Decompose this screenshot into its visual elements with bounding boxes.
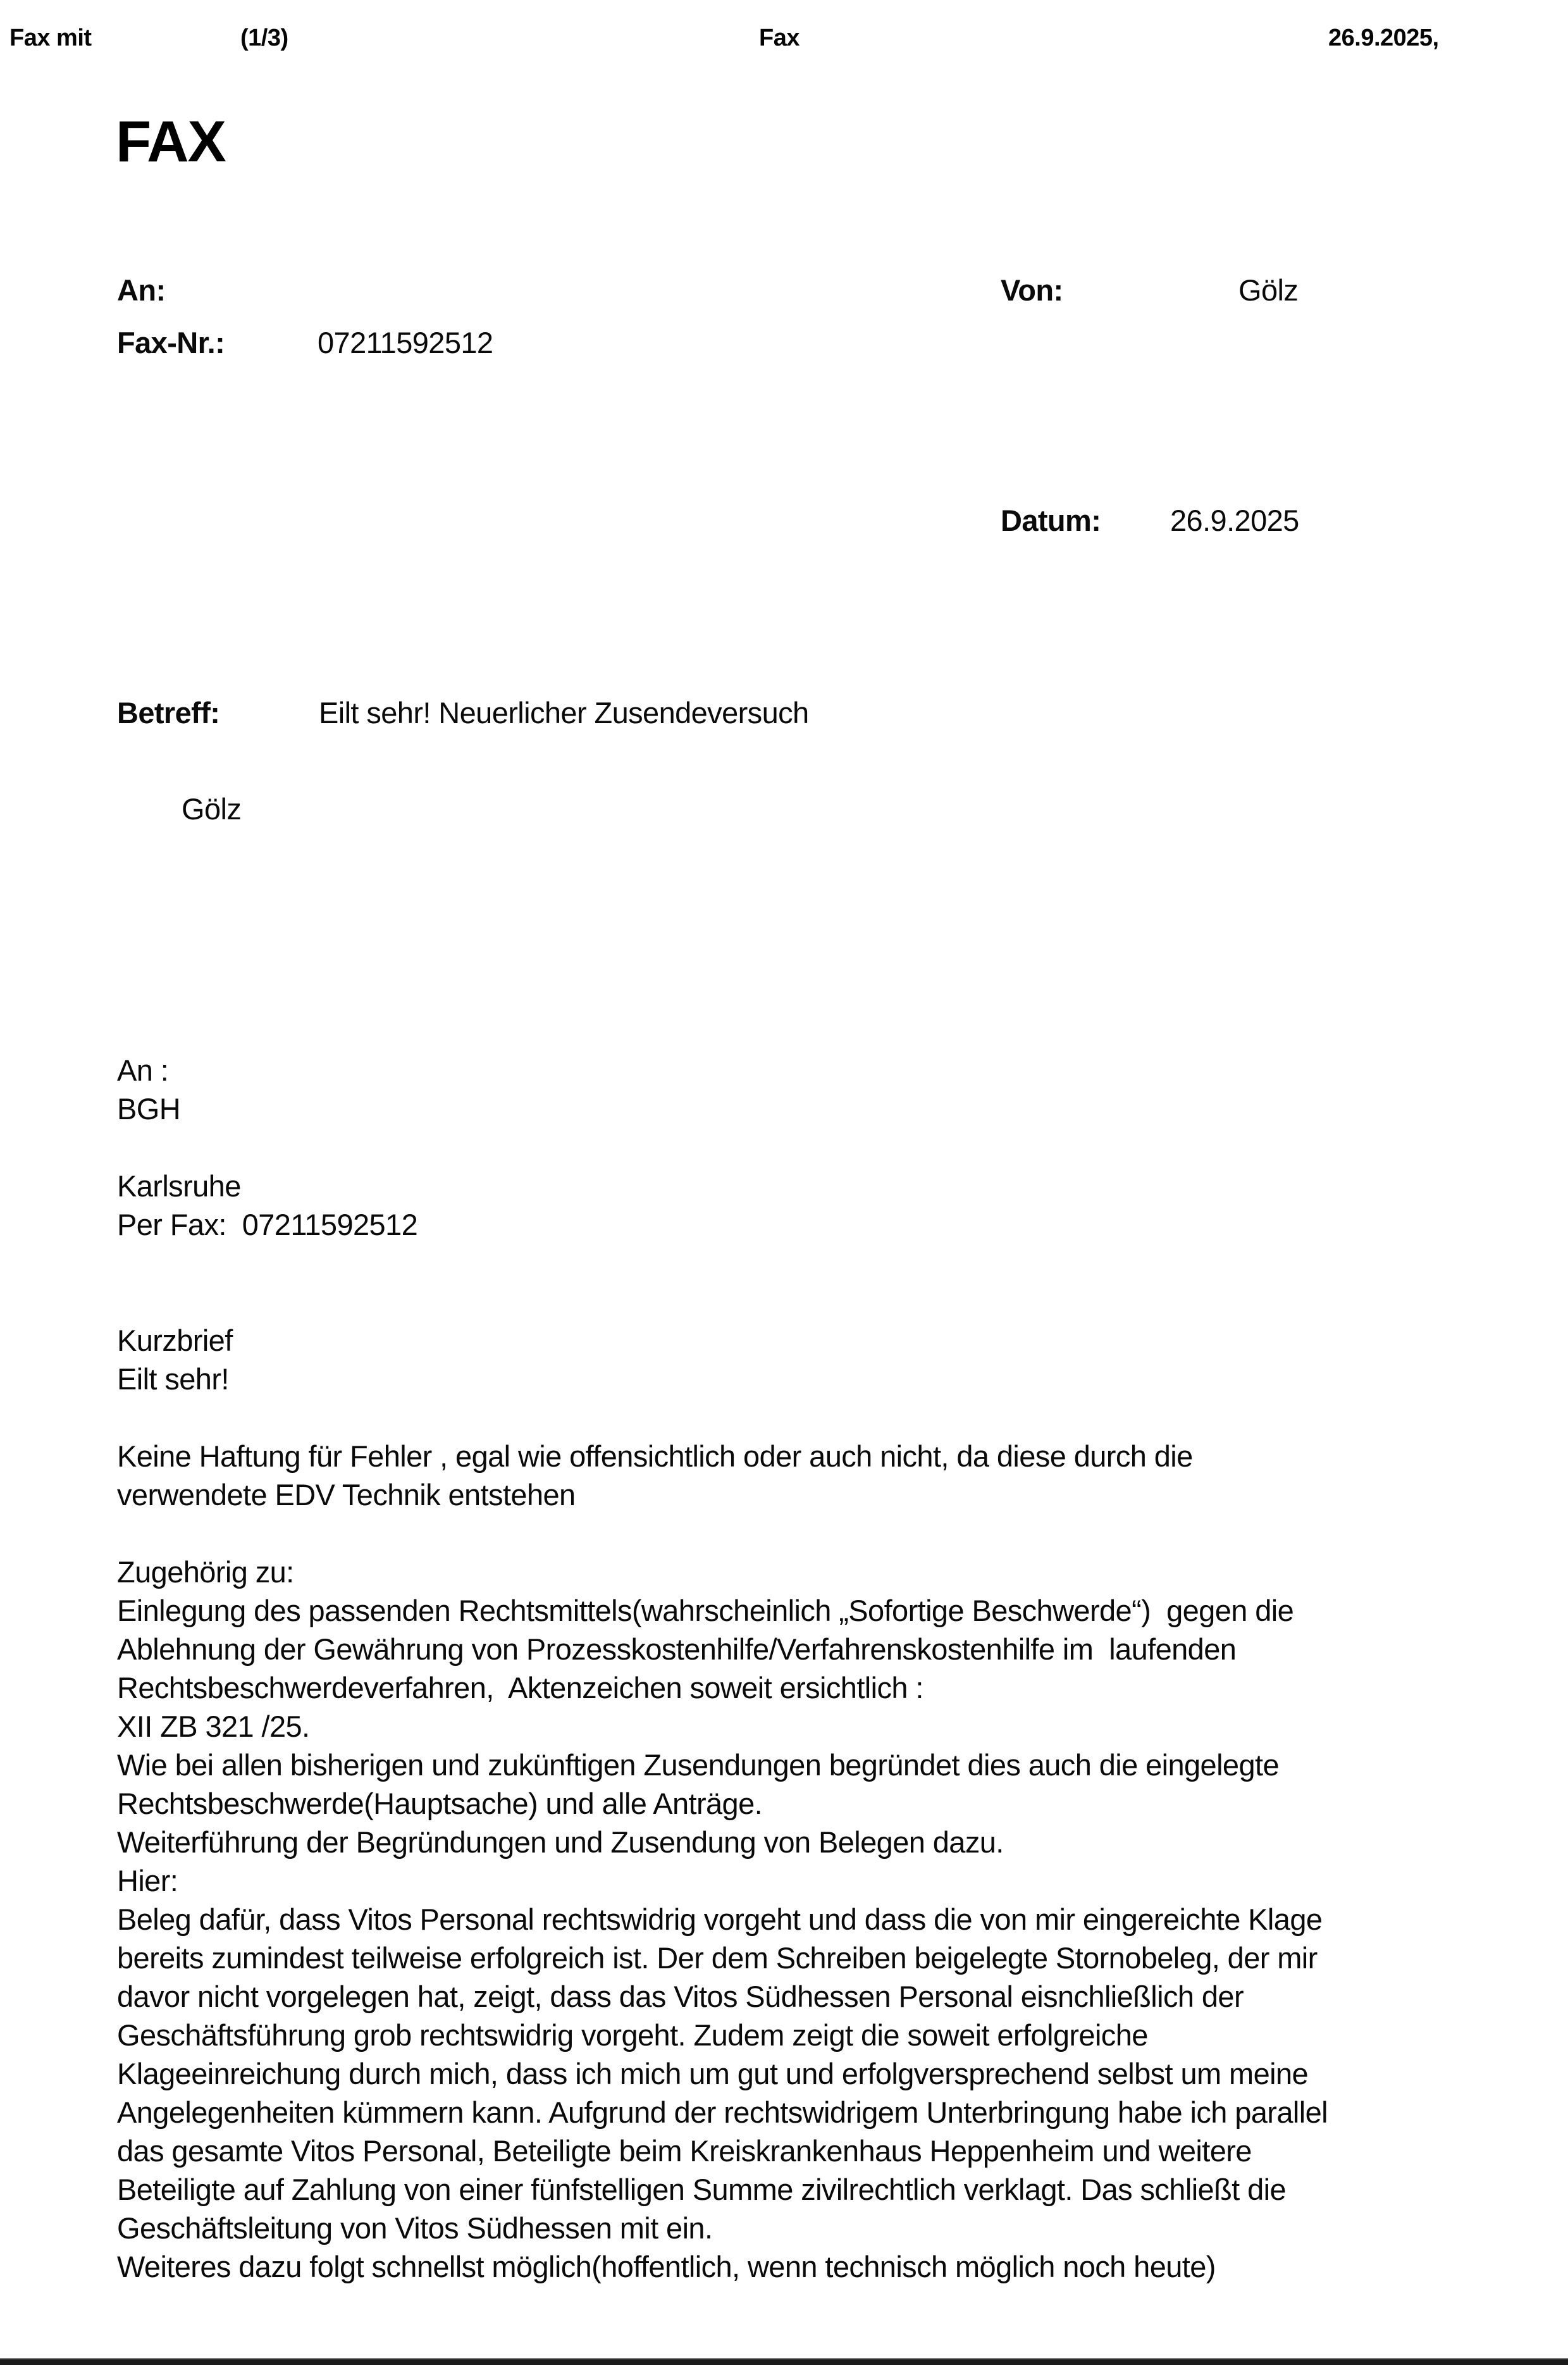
betreff-value: Eilt sehr! Neuerlicher Zusendeversuch [319,696,809,729]
letter-line [117,1282,1328,1321]
letter-line: Angelegenheiten kümmern kann. Aufgrund der rechtswidrigem Unterbringung habe ich parallel [117,2095,1328,2129]
letter-line: Ablehnung der Gewährung von Prozesskostenhilfe/Verfahrenskostenhilfe im laufenden [117,1632,1237,1666]
letter-line: Beteiligte auf Zahlung von einer fünfstelligen Summe zivilrechtlich verklagt. Das schließt die [117,2173,1287,2206]
letter-line [117,1244,1328,1282]
letter-line: Per Fax: 07211592512 [117,1208,418,1241]
fax-header-page-count: (1/3) [240,25,288,51]
betreff-label: Betreff: [117,696,220,729]
an-label: An: [117,273,166,307]
letter-line: Karlsruhe [117,1169,241,1203]
letter-line: BGH [117,1092,181,1126]
von-value: Gölz [1238,273,1299,307]
page-title: FAX [116,109,225,174]
letter-line: Wie bei allen bisherigen und zukünftigen Zusendungen begründet dies auch die eingelegte [117,1748,1280,1782]
letter-line [117,1128,1328,1167]
letter-line: Einlegung des passenden Rechtsmittels(wahrscheinlich „Sofortige Beschwerde“) gegen die [117,1594,1294,1627]
letter-line: bereits zumindest teilweise erfolgreich ist. Der dem Schreiben beigelegte Stornobeleg, der mir [117,1941,1318,1975]
letter-line: Geschäftsleitung von Vitos Südhessen mit ein. [117,2211,713,2245]
fax-header-date: 26.9.2025, [1328,25,1439,51]
fax-nr-value: 07211592512 [318,326,493,359]
letter-line: davor nicht vorgelegen hat, zeigt, dass das Vitos Südhessen Personal eisnchließlich der [117,1980,1244,2013]
letter-line: Kurzbrief [117,1324,233,1357]
letter-line: XII ZB 321 /25. [117,1710,310,1743]
letter-line: Rechtsbeschwerde(Hauptsache) und alle Anträge. [117,1787,763,1820]
letter-line: An : [117,1053,169,1087]
fax-header-sender: Fax mit [9,25,92,51]
bottom-bar [0,2358,1568,2365]
letter-line [117,1398,1328,1437]
letter-line: Beleg dafür, dass Vitos Personal rechtswidrig vorgeht und dass die von mir eingereichte Klage [117,1903,1323,1936]
letter-line: Klageeinreichung durch mich, dass ich mich um gut und erfolgversprechend selbst um meine [117,2057,1309,2090]
letter-line: Hier: [117,1864,178,1897]
letter-line: Weiteres dazu folgt schnellst möglich(hoffentlich, wenn technisch möglich noch heute) [117,2250,1216,2283]
letter-line: Rechtsbeschwerdeverfahren, Aktenzeichen soweit ersichtlich : [117,1671,923,1704]
datum-label: Datum: [1001,504,1101,537]
von-label: Von: [1001,273,1063,307]
sender-name: Gölz [182,792,242,826]
letter-line: Geschäftsführung grob rechtswidrig vorgeht. Zudem zeigt die soweit erfolgreiche [117,2018,1148,2052]
letter-line: Zugehörig zu: [117,1555,294,1589]
letter-line: Eilt sehr! [117,1362,229,1396]
letter-line: Weiterführung der Begründungen und Zusendung von Belegen dazu. [117,1825,1004,1859]
fax-nr-label: Fax-Nr.: [117,326,225,359]
letter-body [117,947,1328,2286]
datum-value: 26.9.2025 [1170,504,1299,537]
letter-line: das gesamte Vitos Personal, Beteiligte beim Kreiskrankenhaus Heppenheim und weitere [117,2134,1252,2168]
fax-header-title: Fax [759,25,799,51]
letter-line: Keine Haftung für Fehler , egal wie offensichtlich oder auch nicht, da diese durch die [117,1439,1193,1473]
letter-line: verwendete EDV Technik entstehen [117,1478,576,1511]
letter-line [117,1514,1328,1553]
